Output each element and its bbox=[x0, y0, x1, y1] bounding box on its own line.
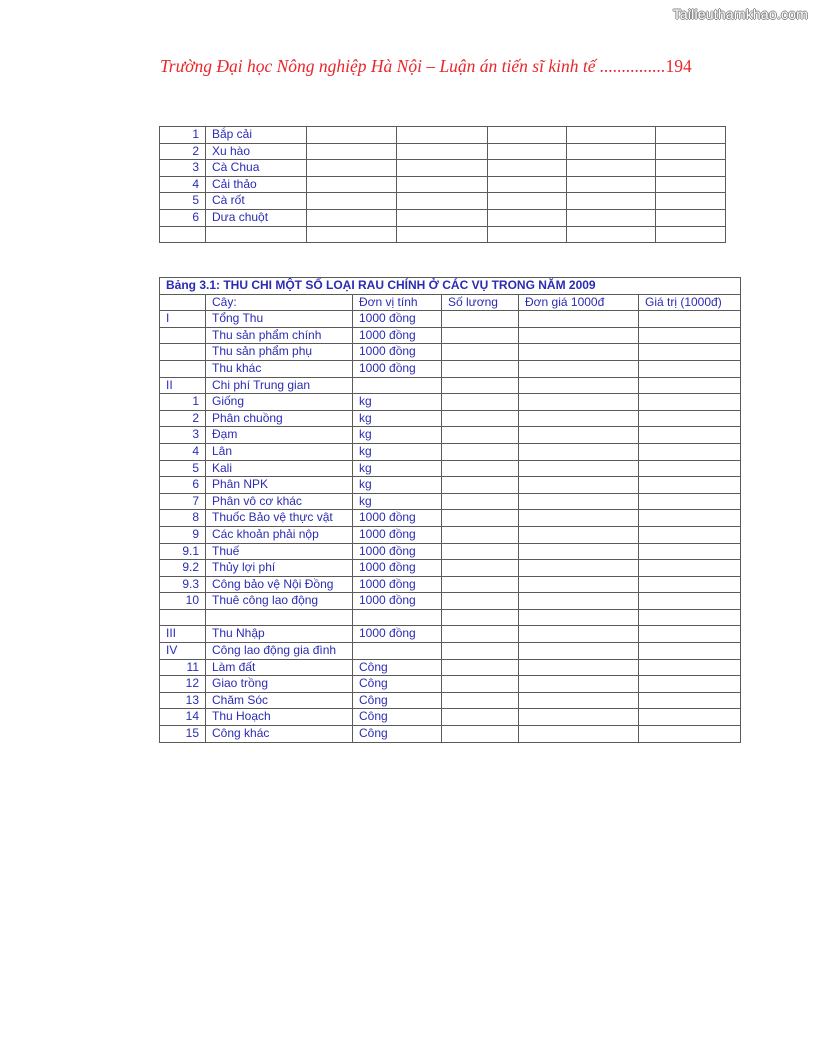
empty-cell bbox=[639, 344, 741, 361]
unit: Công bbox=[353, 726, 442, 743]
row-number: 6 bbox=[160, 477, 206, 494]
empty-cell bbox=[519, 427, 639, 444]
empty-cell bbox=[519, 626, 639, 643]
table-row bbox=[160, 609, 741, 626]
table-row bbox=[160, 209, 726, 226]
table-row bbox=[160, 692, 741, 709]
empty-cell bbox=[488, 160, 567, 177]
item-name: Công lao động gia đình bbox=[206, 643, 353, 660]
empty-cell bbox=[656, 226, 726, 243]
empty-cell bbox=[519, 593, 639, 610]
unit: kg bbox=[353, 493, 442, 510]
row-number: 7 bbox=[160, 493, 206, 510]
empty-cell bbox=[442, 427, 519, 444]
empty-cell bbox=[567, 226, 656, 243]
row-number: 9.2 bbox=[160, 560, 206, 577]
item-name: Phân chuồng bbox=[206, 410, 353, 427]
table-row bbox=[160, 443, 741, 460]
empty-cell bbox=[639, 427, 741, 444]
item-name: Thuê công lao động bbox=[206, 593, 353, 610]
empty-cell bbox=[639, 394, 741, 411]
table-row bbox=[160, 543, 741, 560]
empty-cell bbox=[442, 726, 519, 743]
row-number: 13 bbox=[160, 692, 206, 709]
item-name: Công khác bbox=[206, 726, 353, 743]
table-row bbox=[160, 626, 741, 643]
empty-cell bbox=[397, 127, 488, 144]
empty-cell bbox=[567, 143, 656, 160]
header-cell: Số lương bbox=[442, 294, 519, 311]
empty-cell bbox=[639, 576, 741, 593]
row-number: IV bbox=[160, 643, 206, 660]
row-number bbox=[160, 360, 206, 377]
empty-cell bbox=[519, 576, 639, 593]
empty-cell bbox=[307, 226, 397, 243]
table-row bbox=[160, 176, 726, 193]
item-name: Thuế bbox=[206, 543, 353, 560]
cost-income-table bbox=[159, 277, 741, 743]
empty-cell bbox=[519, 344, 639, 361]
empty-cell bbox=[639, 543, 741, 560]
row-number bbox=[160, 609, 206, 626]
table-row bbox=[160, 143, 726, 160]
unit: kg bbox=[353, 427, 442, 444]
row-number: 14 bbox=[160, 709, 206, 726]
crop-list-table bbox=[159, 126, 726, 243]
empty-cell bbox=[442, 311, 519, 328]
row-number: 11 bbox=[160, 659, 206, 676]
page-number: 194 bbox=[665, 56, 692, 76]
empty-cell bbox=[442, 477, 519, 494]
header-cell: Giá trị (1000đ) bbox=[639, 294, 741, 311]
item-name: Thuốc Bảo vệ thực vật bbox=[206, 510, 353, 527]
item-name: Làm đất bbox=[206, 659, 353, 676]
empty-cell bbox=[307, 143, 397, 160]
empty-cell bbox=[307, 193, 397, 210]
unit: Công bbox=[353, 692, 442, 709]
crop-name: Dưa chuột bbox=[206, 209, 307, 226]
table-row bbox=[160, 160, 726, 177]
empty-cell bbox=[519, 360, 639, 377]
empty-cell bbox=[519, 443, 639, 460]
table-row bbox=[160, 593, 741, 610]
empty-cell bbox=[442, 692, 519, 709]
item-name bbox=[206, 609, 353, 626]
table-title: Bảng 3.1: THU CHI MỘT SỐ LOẠI RAU CHÍNH Ở CÁC VỤ TRONG NĂM 2009 bbox=[160, 278, 741, 295]
unit: 1000 đồng bbox=[353, 510, 442, 527]
empty-cell bbox=[442, 659, 519, 676]
empty-cell bbox=[519, 726, 639, 743]
empty-cell bbox=[656, 143, 726, 160]
empty-cell bbox=[639, 410, 741, 427]
header-cell: Cây: bbox=[206, 294, 353, 311]
empty-cell bbox=[656, 176, 726, 193]
empty-cell bbox=[442, 643, 519, 660]
empty-cell bbox=[639, 692, 741, 709]
row-number: 5 bbox=[160, 460, 206, 477]
empty-cell bbox=[397, 160, 488, 177]
empty-cell bbox=[639, 460, 741, 477]
unit bbox=[353, 377, 442, 394]
row-number: 9.3 bbox=[160, 576, 206, 593]
table-title-row bbox=[160, 278, 741, 295]
table-row bbox=[160, 311, 741, 328]
row-number: 2 bbox=[160, 143, 206, 160]
item-name: Thu khác bbox=[206, 360, 353, 377]
item-name: Giao trồng bbox=[206, 676, 353, 693]
empty-cell bbox=[442, 493, 519, 510]
empty-cell bbox=[442, 510, 519, 527]
item-name: Phân vô cơ khác bbox=[206, 493, 353, 510]
header-cell: Đơn vị tính bbox=[353, 294, 442, 311]
unit: Công bbox=[353, 659, 442, 676]
unit: 1000 đồng bbox=[353, 576, 442, 593]
empty-cell bbox=[639, 327, 741, 344]
empty-cell bbox=[442, 344, 519, 361]
unit: 1000 đồng bbox=[353, 560, 442, 577]
unit: Công bbox=[353, 676, 442, 693]
empty-cell bbox=[442, 560, 519, 577]
empty-cell bbox=[442, 377, 519, 394]
item-name: Thu Hoạch bbox=[206, 709, 353, 726]
table-row bbox=[160, 676, 741, 693]
empty-cell bbox=[442, 543, 519, 560]
empty-cell bbox=[442, 394, 519, 411]
empty-cell bbox=[307, 209, 397, 226]
table-row bbox=[160, 344, 741, 361]
item-name: Phân NPK bbox=[206, 477, 353, 494]
row-number: II bbox=[160, 377, 206, 394]
item-name: Giống bbox=[206, 394, 353, 411]
table-row bbox=[160, 643, 741, 660]
row-number: 5 bbox=[160, 193, 206, 210]
empty-cell bbox=[519, 709, 639, 726]
empty-cell bbox=[442, 327, 519, 344]
empty-cell bbox=[519, 526, 639, 543]
row-number: 1 bbox=[160, 127, 206, 144]
empty-cell bbox=[307, 176, 397, 193]
empty-cell bbox=[488, 226, 567, 243]
crop-name: Cà rốt bbox=[206, 193, 307, 210]
row-number bbox=[160, 226, 206, 243]
row-number: 6 bbox=[160, 209, 206, 226]
row-number: 8 bbox=[160, 510, 206, 527]
empty-cell bbox=[567, 127, 656, 144]
crop-name: Cải thảo bbox=[206, 176, 307, 193]
table-row bbox=[160, 659, 741, 676]
item-name: Chăm Sóc bbox=[206, 692, 353, 709]
empty-cell bbox=[567, 160, 656, 177]
empty-cell bbox=[519, 460, 639, 477]
row-number: 3 bbox=[160, 427, 206, 444]
unit bbox=[353, 643, 442, 660]
crop-name: Bắp cải bbox=[206, 127, 307, 144]
empty-cell bbox=[397, 143, 488, 160]
table-row bbox=[160, 127, 726, 144]
unit bbox=[353, 609, 442, 626]
empty-cell bbox=[519, 510, 639, 527]
unit: kg bbox=[353, 443, 442, 460]
table-row bbox=[160, 576, 741, 593]
table-row bbox=[160, 726, 741, 743]
table-row bbox=[160, 460, 741, 477]
row-number: III bbox=[160, 626, 206, 643]
empty-cell bbox=[519, 311, 639, 328]
unit: kg bbox=[353, 477, 442, 494]
empty-cell bbox=[519, 410, 639, 427]
unit: 1000 đồng bbox=[353, 360, 442, 377]
empty-cell bbox=[639, 311, 741, 328]
row-number: 2 bbox=[160, 410, 206, 427]
empty-cell bbox=[488, 143, 567, 160]
unit: 1000 đồng bbox=[353, 526, 442, 543]
item-name: Lân bbox=[206, 443, 353, 460]
row-number: 9.1 bbox=[160, 543, 206, 560]
item-name: Thủy lợi phí bbox=[206, 560, 353, 577]
unit: 1000 đồng bbox=[353, 344, 442, 361]
empty-cell bbox=[442, 526, 519, 543]
empty-cell bbox=[639, 443, 741, 460]
unit: 1000 đồng bbox=[353, 593, 442, 610]
empty-cell bbox=[442, 576, 519, 593]
unit: 1000 đồng bbox=[353, 311, 442, 328]
table-row bbox=[160, 410, 741, 427]
empty-cell bbox=[567, 193, 656, 210]
page-header bbox=[160, 56, 720, 77]
header-text: Trường Đại học Nông nghiệp Hà Nội – Luận án tiến sĩ kinh tế ............... bbox=[160, 56, 666, 76]
empty-cell bbox=[519, 543, 639, 560]
empty-cell bbox=[397, 176, 488, 193]
unit: 1000 đồng bbox=[353, 327, 442, 344]
table-row bbox=[160, 226, 726, 243]
empty-cell bbox=[519, 477, 639, 494]
empty-cell bbox=[639, 510, 741, 527]
item-name: Công bảo vệ Nội Đồng bbox=[206, 576, 353, 593]
empty-cell bbox=[442, 626, 519, 643]
empty-cell bbox=[656, 127, 726, 144]
crop-name: Xu hào bbox=[206, 143, 307, 160]
item-name: Đạm bbox=[206, 427, 353, 444]
row-number: 12 bbox=[160, 676, 206, 693]
item-name: Thu sản phẩm phụ bbox=[206, 344, 353, 361]
empty-cell bbox=[442, 609, 519, 626]
item-name: Chi phí Trung gian bbox=[206, 377, 353, 394]
unit: Công bbox=[353, 709, 442, 726]
table-row bbox=[160, 427, 741, 444]
empty-cell bbox=[442, 709, 519, 726]
empty-cell bbox=[656, 209, 726, 226]
row-number bbox=[160, 344, 206, 361]
header-cell bbox=[160, 294, 206, 311]
unit: kg bbox=[353, 394, 442, 411]
empty-cell bbox=[519, 394, 639, 411]
row-number: 9 bbox=[160, 526, 206, 543]
table-row bbox=[160, 526, 741, 543]
item-name: Kali bbox=[206, 460, 353, 477]
empty-cell bbox=[442, 410, 519, 427]
empty-cell bbox=[639, 726, 741, 743]
empty-cell bbox=[656, 193, 726, 210]
empty-cell bbox=[488, 127, 567, 144]
empty-cell bbox=[519, 327, 639, 344]
empty-cell bbox=[639, 709, 741, 726]
unit: kg bbox=[353, 460, 442, 477]
row-number: I bbox=[160, 311, 206, 328]
table-row bbox=[160, 560, 741, 577]
empty-cell bbox=[519, 560, 639, 577]
row-number: 4 bbox=[160, 443, 206, 460]
row-number: 3 bbox=[160, 160, 206, 177]
empty-cell bbox=[639, 609, 741, 626]
empty-cell bbox=[519, 676, 639, 693]
empty-cell bbox=[567, 209, 656, 226]
table-row bbox=[160, 477, 741, 494]
table-row bbox=[160, 327, 741, 344]
empty-cell bbox=[397, 193, 488, 210]
empty-cell bbox=[519, 377, 639, 394]
empty-cell bbox=[442, 460, 519, 477]
empty-cell bbox=[639, 526, 741, 543]
unit: kg bbox=[353, 410, 442, 427]
empty-cell bbox=[639, 676, 741, 693]
crop-name bbox=[206, 226, 307, 243]
row-number: 4 bbox=[160, 176, 206, 193]
item-name: Tổng Thu bbox=[206, 311, 353, 328]
empty-cell bbox=[639, 360, 741, 377]
item-name: Thu sản phẩm chính bbox=[206, 327, 353, 344]
watermark: Tailieuthamkhao.com bbox=[672, 6, 808, 22]
empty-cell bbox=[519, 692, 639, 709]
empty-cell bbox=[442, 593, 519, 610]
table-row bbox=[160, 394, 741, 411]
empty-cell bbox=[442, 360, 519, 377]
header-cell: Đơn giá 1000đ bbox=[519, 294, 639, 311]
row-number: 15 bbox=[160, 726, 206, 743]
empty-cell bbox=[488, 209, 567, 226]
table-row bbox=[160, 377, 741, 394]
unit: 1000 đồng bbox=[353, 626, 442, 643]
table-row bbox=[160, 193, 726, 210]
empty-cell bbox=[519, 493, 639, 510]
empty-cell bbox=[639, 493, 741, 510]
empty-cell bbox=[442, 676, 519, 693]
unit: 1000 đồng bbox=[353, 543, 442, 560]
empty-cell bbox=[639, 643, 741, 660]
table-row bbox=[160, 709, 741, 726]
empty-cell bbox=[639, 560, 741, 577]
crop-name: Cà Chua bbox=[206, 160, 307, 177]
row-number bbox=[160, 327, 206, 344]
empty-cell bbox=[639, 626, 741, 643]
row-number: 1 bbox=[160, 394, 206, 411]
empty-cell bbox=[488, 176, 567, 193]
empty-cell bbox=[397, 209, 488, 226]
empty-cell bbox=[519, 643, 639, 660]
item-name: Thu Nhập bbox=[206, 626, 353, 643]
table-row bbox=[160, 510, 741, 527]
empty-cell bbox=[639, 593, 741, 610]
empty-cell bbox=[567, 176, 656, 193]
empty-cell bbox=[639, 377, 741, 394]
table-row bbox=[160, 493, 741, 510]
empty-cell bbox=[639, 659, 741, 676]
empty-cell bbox=[519, 609, 639, 626]
empty-cell bbox=[488, 193, 567, 210]
empty-cell bbox=[307, 127, 397, 144]
empty-cell bbox=[639, 477, 741, 494]
empty-cell bbox=[519, 659, 639, 676]
empty-cell bbox=[656, 160, 726, 177]
empty-cell bbox=[307, 160, 397, 177]
item-name: Các khoản phải nộp bbox=[206, 526, 353, 543]
table-header-row bbox=[160, 294, 741, 311]
row-number: 10 bbox=[160, 593, 206, 610]
table-row bbox=[160, 360, 741, 377]
empty-cell bbox=[397, 226, 488, 243]
empty-cell bbox=[442, 443, 519, 460]
